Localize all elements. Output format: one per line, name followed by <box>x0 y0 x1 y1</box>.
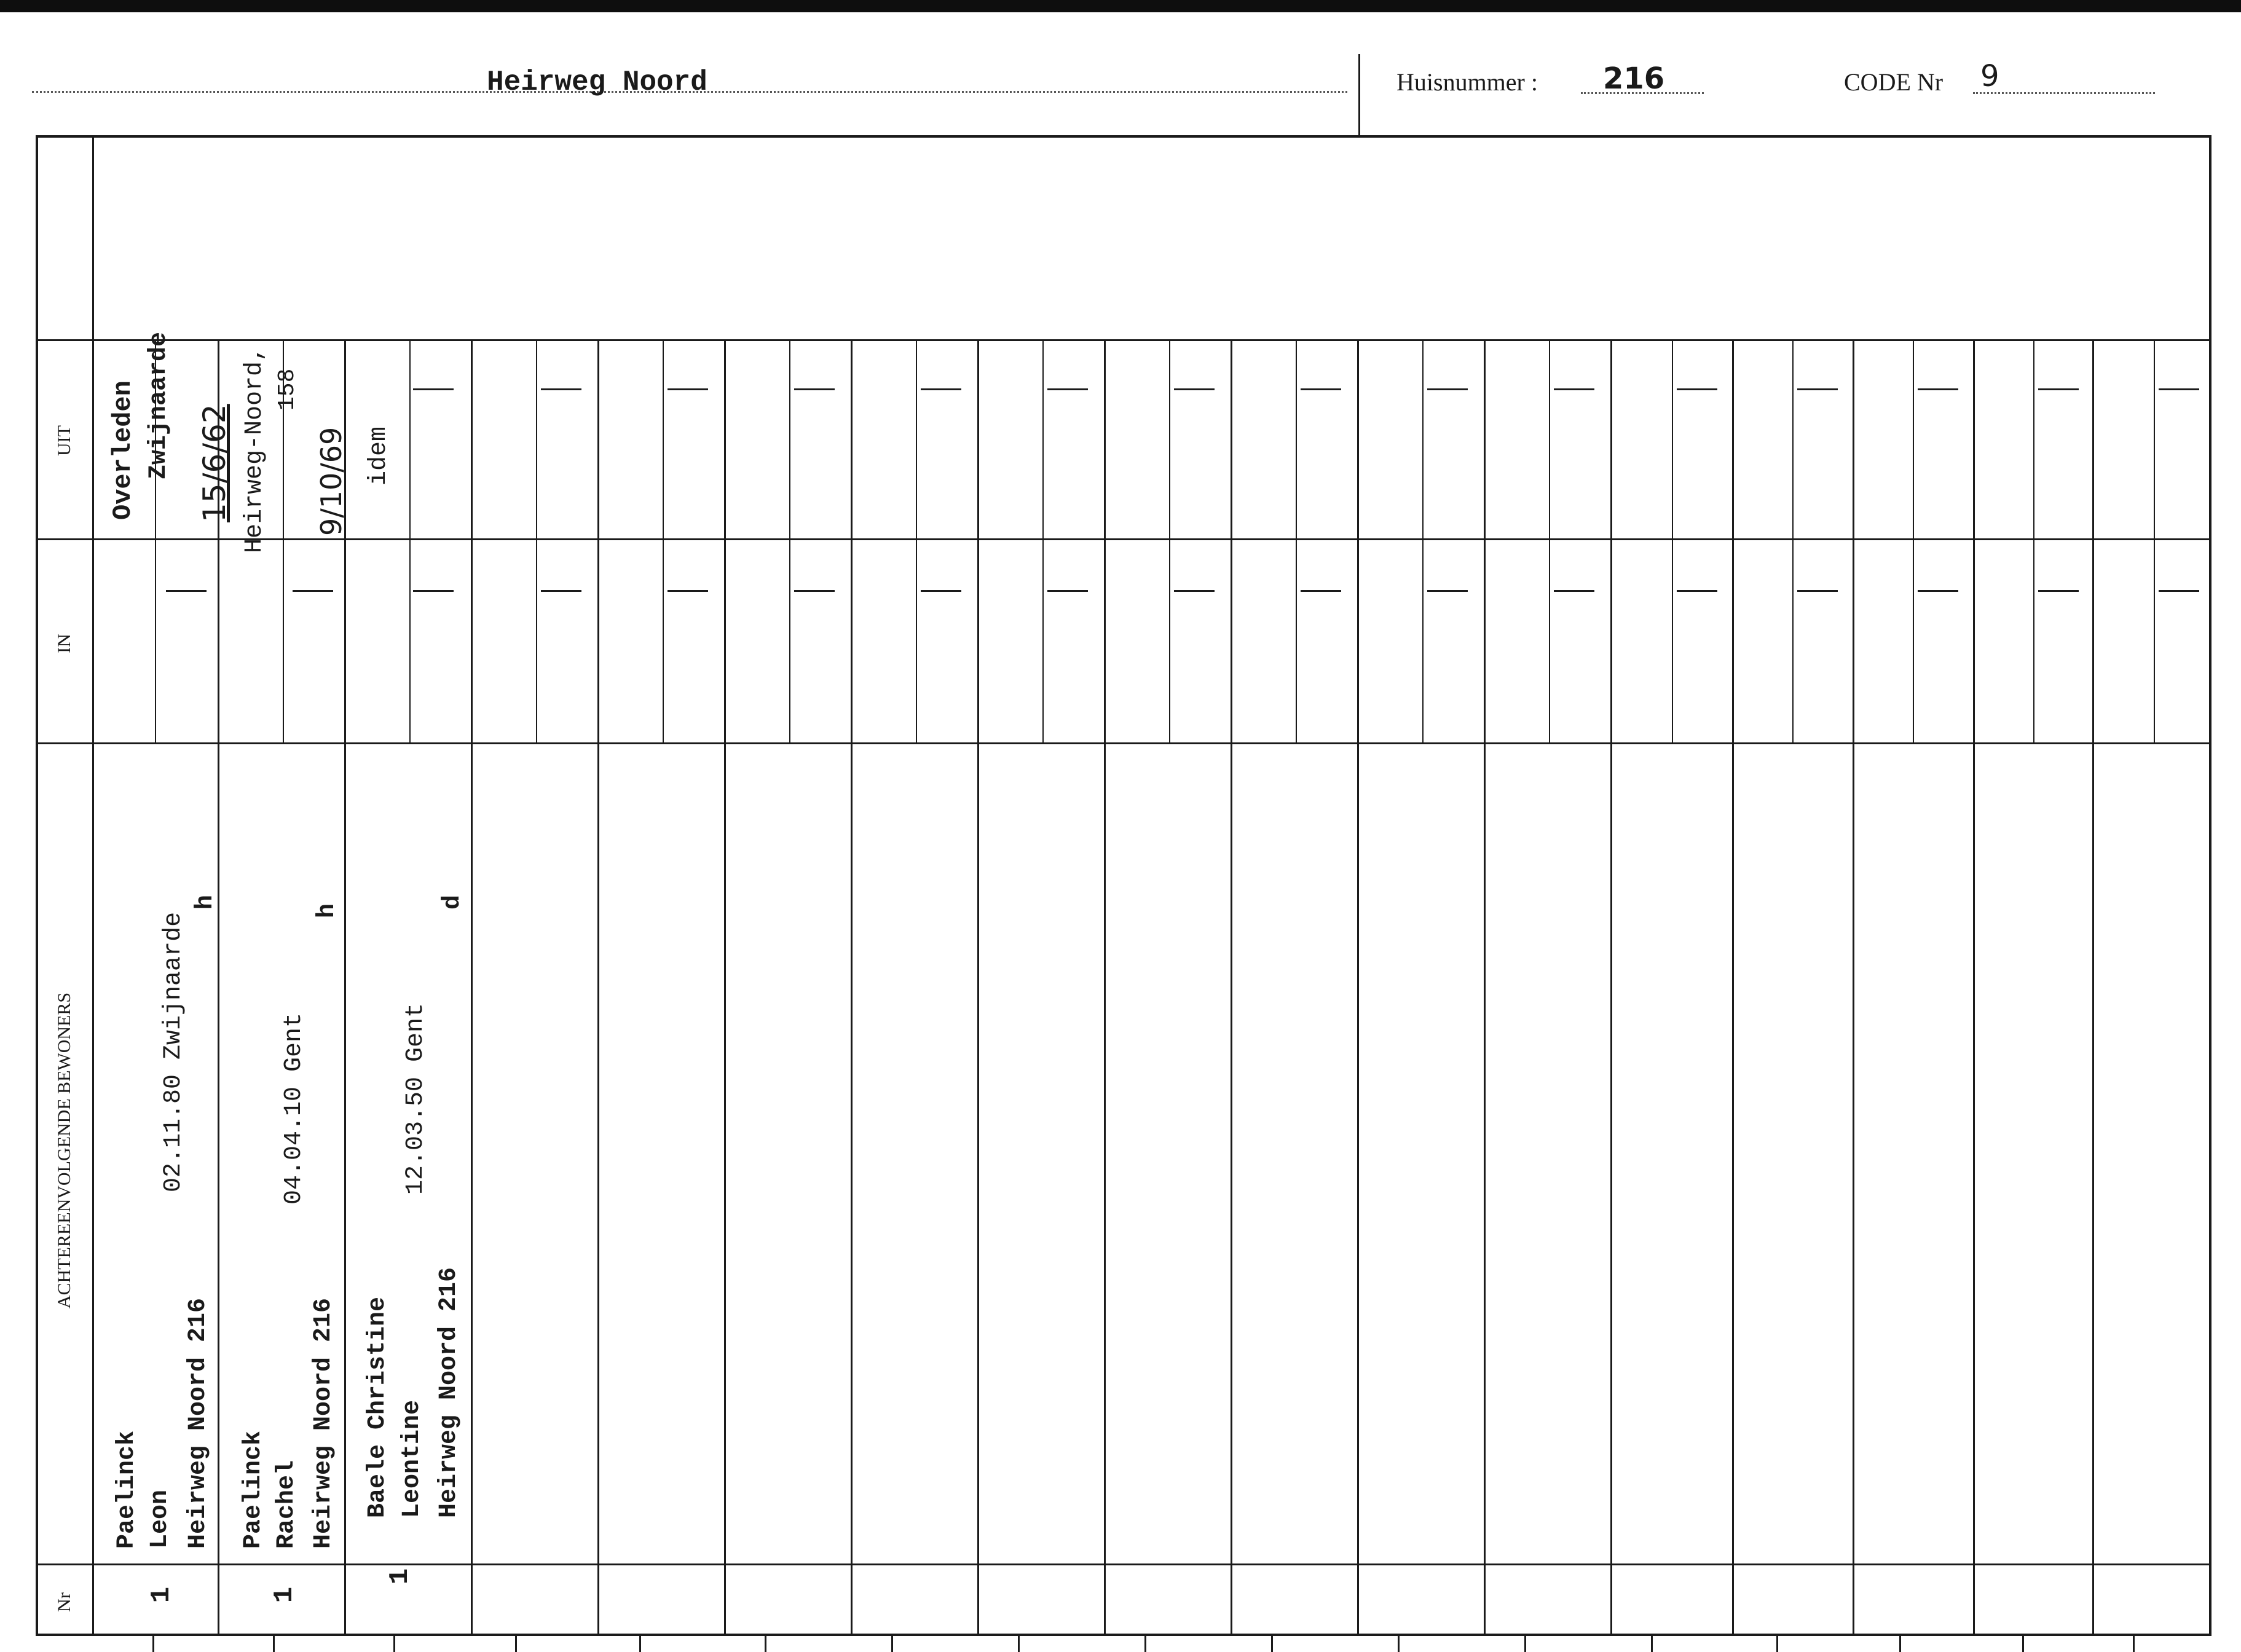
uit-label: UIT <box>54 425 74 456</box>
resident-birth: 02.11.80 Zwijnaarde <box>160 911 187 1192</box>
uit-dash <box>1554 388 1594 390</box>
header-divider <box>1358 54 1360 135</box>
in-dash <box>293 590 333 592</box>
uit-dash <box>1677 388 1717 390</box>
bottom-tick <box>393 1636 395 1652</box>
residents-label: ACHTEREENVOLGENDE BEWONERS <box>54 992 74 1309</box>
uit-dash <box>794 388 835 390</box>
in-dash <box>1918 590 1958 592</box>
in-label: IN <box>54 634 74 653</box>
uit-entry-line: Zwijnaarde <box>145 331 173 479</box>
resident-surname: Paelinck <box>240 1430 267 1549</box>
resident-birth: 12.03.50 Gent <box>402 1002 430 1195</box>
code-underline <box>1973 92 2155 94</box>
uit-dash <box>1427 388 1468 390</box>
in-dash <box>541 590 581 592</box>
in-dash <box>921 590 961 592</box>
sub-divider <box>663 339 664 742</box>
frame-left <box>36 135 38 1635</box>
resident-surname: Baele Christine <box>364 1296 392 1518</box>
sub-divider <box>1042 339 1044 742</box>
bottom-tick <box>2022 1636 2024 1652</box>
resident-birth: 04.04.10 Gent <box>280 1012 308 1205</box>
bottom-tick <box>1899 1636 1901 1652</box>
in-dash <box>1427 590 1468 592</box>
in-dash <box>1554 590 1594 592</box>
uit-dash <box>541 388 581 390</box>
bottom-tick <box>1524 1636 1526 1652</box>
nr-label: Nr <box>54 1592 74 1612</box>
column-divider <box>597 339 599 1634</box>
sub-divider <box>916 339 917 742</box>
house-number-value: 216 <box>1603 61 1665 96</box>
frame-top <box>36 135 2211 138</box>
uit-entry-line: idem <box>365 426 393 486</box>
in-residents-line <box>36 742 2211 744</box>
uit-entry-date: 9/10/69 <box>315 427 348 536</box>
in-dash <box>794 590 835 592</box>
column-divider <box>2092 339 2094 1634</box>
resident-relation: d <box>439 894 467 910</box>
uit-entry-line: Heirweg-Noord, <box>241 346 269 553</box>
column-divider <box>851 339 853 1634</box>
column-divider <box>977 339 979 1634</box>
sub-divider <box>1792 339 1794 742</box>
column-divider <box>1484 339 1486 1634</box>
resident-address: Heirweg Noord 216 <box>184 1297 212 1549</box>
resident-address: Heirweg Noord 216 <box>435 1267 463 1518</box>
scan-top-edge <box>0 0 2241 12</box>
uit-in-line <box>36 538 2211 540</box>
bottom-tick <box>2133 1636 2135 1652</box>
resident-relation: h <box>313 903 341 918</box>
sub-divider <box>409 339 411 742</box>
resident-nr: 1 <box>385 1568 416 1585</box>
uit-dash <box>1918 388 1958 390</box>
bottom-tick <box>765 1636 766 1652</box>
code-label: CODE Nr <box>1844 68 1944 96</box>
resident-first-name: Rachel <box>273 1460 301 1549</box>
uit-dash <box>413 388 454 390</box>
column-divider <box>1973 339 1975 1634</box>
bottom-tick <box>515 1636 517 1652</box>
in-dash <box>413 590 454 592</box>
uit-dash <box>1301 388 1341 390</box>
in-dash <box>1677 590 1717 592</box>
column-divider <box>1104 339 1106 1634</box>
uit-dash <box>668 388 708 390</box>
bottom-tick <box>1018 1636 1020 1652</box>
frame-right <box>2209 135 2211 1635</box>
in-dash <box>2159 590 2199 592</box>
column-divider <box>1231 339 1232 1634</box>
bottom-tick <box>152 1636 154 1652</box>
house-number-label: Huisnummer : <box>1396 68 1538 96</box>
frame-label-column <box>92 135 94 1635</box>
sub-divider <box>1672 339 1673 742</box>
uit-entry-line: Overleden <box>108 380 138 520</box>
resident-first-name: Leontine <box>398 1399 426 1518</box>
resident-nr: 1 <box>146 1586 178 1603</box>
bottom-tick <box>891 1636 893 1652</box>
in-dash <box>668 590 708 592</box>
sub-divider <box>2154 339 2155 742</box>
resident-first-name: Leon <box>146 1489 174 1549</box>
sub-divider <box>536 339 537 742</box>
code-value: 9 <box>1980 59 1999 93</box>
sub-divider <box>1169 339 1170 742</box>
column-divider <box>1853 339 1854 1634</box>
sub-divider <box>2033 339 2034 742</box>
bottom-tick <box>1651 1636 1653 1652</box>
bottom-tick <box>639 1636 641 1652</box>
sub-divider <box>1913 339 1914 742</box>
column-divider <box>1732 339 1734 1634</box>
resident-relation: h <box>192 894 219 910</box>
in-dash <box>1174 590 1215 592</box>
sub-divider <box>1549 339 1550 742</box>
sub-divider <box>789 339 790 742</box>
resident-surname: Paelinck <box>113 1430 141 1549</box>
residents-nr-line <box>36 1564 2211 1565</box>
column-divider <box>724 339 726 1634</box>
in-dash <box>2038 590 2079 592</box>
column-divider <box>471 339 473 1634</box>
uit-dash <box>1047 388 1088 390</box>
bottom-tick <box>1776 1636 1778 1652</box>
in-dash <box>1047 590 1088 592</box>
sub-divider <box>1422 339 1424 742</box>
uit-dash <box>1174 388 1215 390</box>
in-dash <box>1797 590 1838 592</box>
uit-dash <box>1797 388 1838 390</box>
uit-dash <box>2159 388 2199 390</box>
resident-nr: 1 <box>269 1586 301 1603</box>
in-dash <box>1301 590 1341 592</box>
bottom-tick <box>273 1636 275 1652</box>
column-divider <box>1610 339 1612 1634</box>
column-divider <box>218 339 219 1634</box>
uit-dash <box>2038 388 2079 390</box>
sub-divider <box>1296 339 1297 742</box>
bottom-tick <box>1398 1636 1400 1652</box>
resident-address: Heirweg Noord 216 <box>310 1297 337 1549</box>
in-dash <box>166 590 207 592</box>
uit-entry-date: 15/6/62 <box>197 404 232 522</box>
column-divider <box>1357 339 1359 1634</box>
uit-dash <box>921 388 961 390</box>
uit-entry-line: 158 <box>274 368 301 411</box>
street-name: Heirweg Noord <box>487 66 707 98</box>
bottom-tick <box>1144 1636 1146 1652</box>
uit-top-line <box>36 339 2211 341</box>
bottom-tick <box>1271 1636 1273 1652</box>
frame-bottom <box>36 1634 2211 1636</box>
